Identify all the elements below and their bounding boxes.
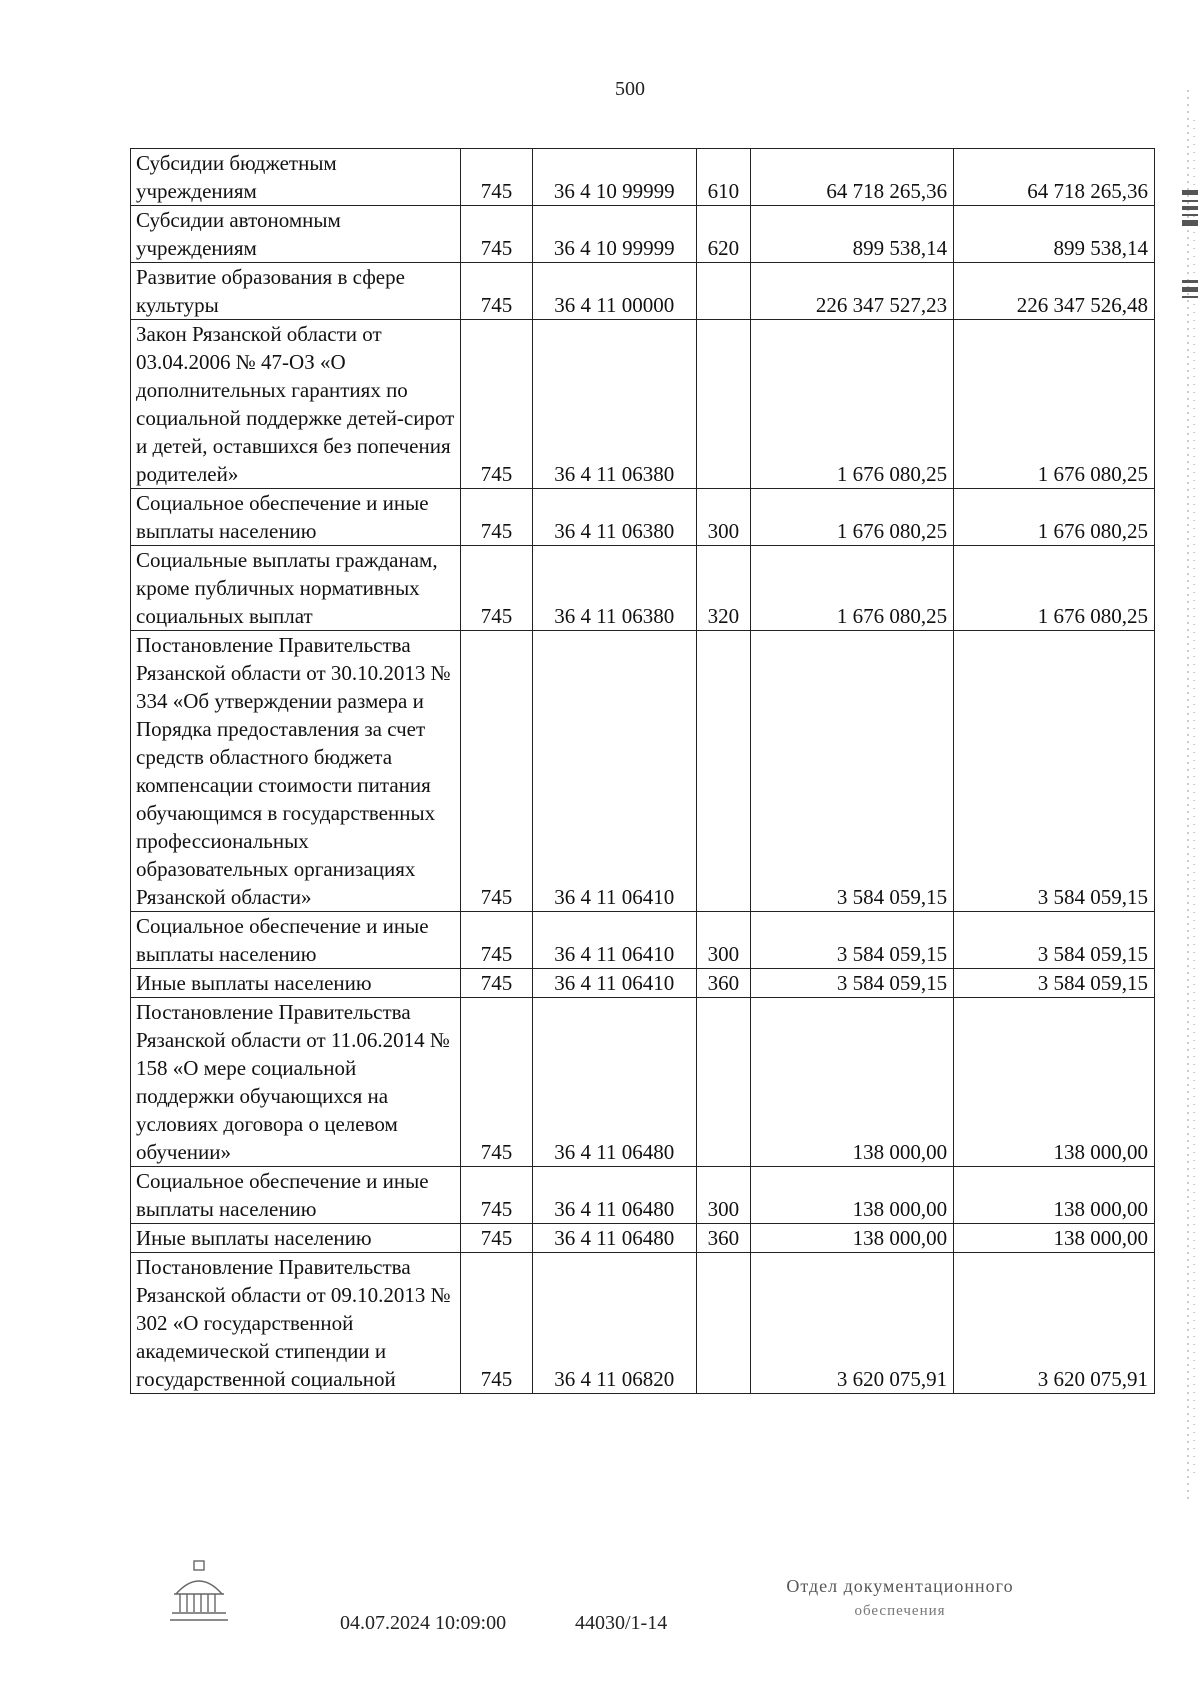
- table-row: [131, 912, 1155, 969]
- table-row: [131, 149, 1155, 206]
- row-ministry: 745: [461, 489, 533, 546]
- table-row: [131, 1224, 1155, 1253]
- row-ministry: 745: [461, 206, 533, 263]
- row-type: 300: [696, 489, 750, 546]
- page-number: 500: [615, 78, 645, 100]
- table-row: [131, 631, 1155, 912]
- duma-building-seal-icon: [168, 1560, 230, 1626]
- row-type: 610: [696, 149, 750, 206]
- row-ministry: 745: [461, 969, 533, 998]
- row-executed: 226 347 526,48: [954, 263, 1155, 320]
- row-code: 36 4 11 00000: [532, 263, 696, 320]
- budget-table-body: [131, 149, 1155, 1394]
- row-executed: 899 538,14: [954, 206, 1155, 263]
- row-name: Развитие образования в сфере культуры: [131, 263, 461, 320]
- row-executed: 64 718 265,36: [954, 149, 1155, 206]
- row-executed: 1 676 080,25: [954, 546, 1155, 631]
- row-executed: 3 584 059,15: [954, 631, 1155, 912]
- row-name: Социальные выплаты гражданам, кроме публичных нормативных социальных выплат: [131, 546, 461, 631]
- row-code: 36 4 11 06480: [532, 998, 696, 1167]
- row-type: 300: [696, 1167, 750, 1224]
- row-code: 36 4 11 06380: [532, 489, 696, 546]
- row-executed: 1 676 080,25: [954, 320, 1155, 489]
- row-name: Закон Рязанской области от 03.04.2006 № 47-ОЗ «О дополнительных гарантиях по социальной поддержке детей-сирот и детей, оставшихся без попечения родителей»: [131, 320, 461, 489]
- row-code: 36 4 11 06380: [532, 546, 696, 631]
- row-ministry: 745: [461, 631, 533, 912]
- table-row: [131, 546, 1155, 631]
- row-name: Постановление Правительства Рязанской области от 11.06.2014 № 158 «О мере социальной поддержки обучающихся на условиях договора о целевом обучении»: [131, 998, 461, 1167]
- row-type: [696, 263, 750, 320]
- row-name: Иные выплаты населению: [131, 1224, 461, 1253]
- table-row: [131, 969, 1155, 998]
- row-name: Социальное обеспечение и иные выплаты населению: [131, 1167, 461, 1224]
- department-stamp: [770, 1574, 1030, 1624]
- row-code: 36 4 11 06480: [532, 1224, 696, 1253]
- row-type: 320: [696, 546, 750, 631]
- row-code: 36 4 10 99999: [532, 206, 696, 263]
- row-planned: 138 000,00: [751, 1167, 954, 1224]
- row-planned: 3 620 075,91: [751, 1253, 954, 1394]
- row-name: Постановление Правительства Рязанской области от 30.10.2013 № 334 «Об утверждении размера и Порядка предоставления за счет средств областного бюджета компенсации стоимости питания обучающимся в государственных профессиональных образовательных организациях Рязанской области»: [131, 631, 461, 912]
- footer-timestamp: 04.07.2024 10:09:00: [340, 1612, 507, 1634]
- row-name: Субсидии бюджетным учреждениям: [131, 149, 461, 206]
- table-row: [131, 1253, 1155, 1394]
- row-type: 300: [696, 912, 750, 969]
- row-planned: 1 676 080,25: [751, 489, 954, 546]
- row-code: 36 4 11 06410: [532, 631, 696, 912]
- row-executed: 3 620 075,91: [954, 1253, 1155, 1394]
- row-ministry: 745: [461, 1167, 533, 1224]
- row-code: 36 4 11 06820: [532, 1253, 696, 1394]
- row-ministry: 745: [461, 149, 533, 206]
- row-planned: 1 676 080,25: [751, 320, 954, 489]
- row-executed: 3 584 059,15: [954, 912, 1155, 969]
- budget-table: [130, 148, 1155, 1394]
- row-ministry: 745: [461, 1224, 533, 1253]
- row-executed: 3 584 059,15: [954, 969, 1155, 998]
- row-code: 36 4 10 99999: [532, 149, 696, 206]
- table-row: [131, 998, 1155, 1167]
- row-planned: 3 584 059,15: [751, 631, 954, 912]
- department-stamp-line1: Отдел документационного: [786, 1576, 1014, 1596]
- row-ministry: 745: [461, 1253, 533, 1394]
- row-name: Иные выплаты населению: [131, 969, 461, 998]
- row-code: 36 4 11 06380: [532, 320, 696, 489]
- row-executed: 138 000,00: [954, 1224, 1155, 1253]
- row-ministry: 745: [461, 912, 533, 969]
- row-planned: 64 718 265,36: [751, 149, 954, 206]
- row-type: [696, 1253, 750, 1394]
- row-name: Социальное обеспечение и иные выплаты населению: [131, 912, 461, 969]
- row-code: 36 4 11 06410: [532, 969, 696, 998]
- row-planned: 138 000,00: [751, 1224, 954, 1253]
- table-row: [131, 1167, 1155, 1224]
- row-planned: 899 538,14: [751, 206, 954, 263]
- table-row: [131, 263, 1155, 320]
- scan-edge-marks: [1170, 0, 1200, 1695]
- row-planned: 3 584 059,15: [751, 969, 954, 998]
- row-ministry: 745: [461, 320, 533, 489]
- row-code: 36 4 11 06480: [532, 1167, 696, 1224]
- row-executed: 138 000,00: [954, 998, 1155, 1167]
- row-executed: 138 000,00: [954, 1167, 1155, 1224]
- row-planned: 138 000,00: [751, 998, 954, 1167]
- row-type: [696, 320, 750, 489]
- row-name: Социальное обеспечение и иные выплаты населению: [131, 489, 461, 546]
- row-planned: 1 676 080,25: [751, 546, 954, 631]
- row-type: 360: [696, 1224, 750, 1253]
- row-ministry: 745: [461, 263, 533, 320]
- table-row: [131, 320, 1155, 489]
- row-type: 620: [696, 206, 750, 263]
- row-name: Субсидии автономным учреждениям: [131, 206, 461, 263]
- row-planned: 226 347 527,23: [751, 263, 954, 320]
- department-stamp-line2: обеспечения: [854, 1603, 946, 1619]
- row-code: 36 4 11 06410: [532, 912, 696, 969]
- row-name: Постановление Правительства Рязанской области от 09.10.2013 № 302 «О государственной академической стипендии и государственной социальной: [131, 1253, 461, 1394]
- row-type: 360: [696, 969, 750, 998]
- table-row: [131, 489, 1155, 546]
- row-executed: 1 676 080,25: [954, 489, 1155, 546]
- row-ministry: 745: [461, 998, 533, 1167]
- row-planned: 3 584 059,15: [751, 912, 954, 969]
- footer-document-code: 44030/1-14: [575, 1612, 668, 1634]
- row-type: [696, 631, 750, 912]
- table-row: [131, 206, 1155, 263]
- row-type: [696, 998, 750, 1167]
- row-ministry: 745: [461, 546, 533, 631]
